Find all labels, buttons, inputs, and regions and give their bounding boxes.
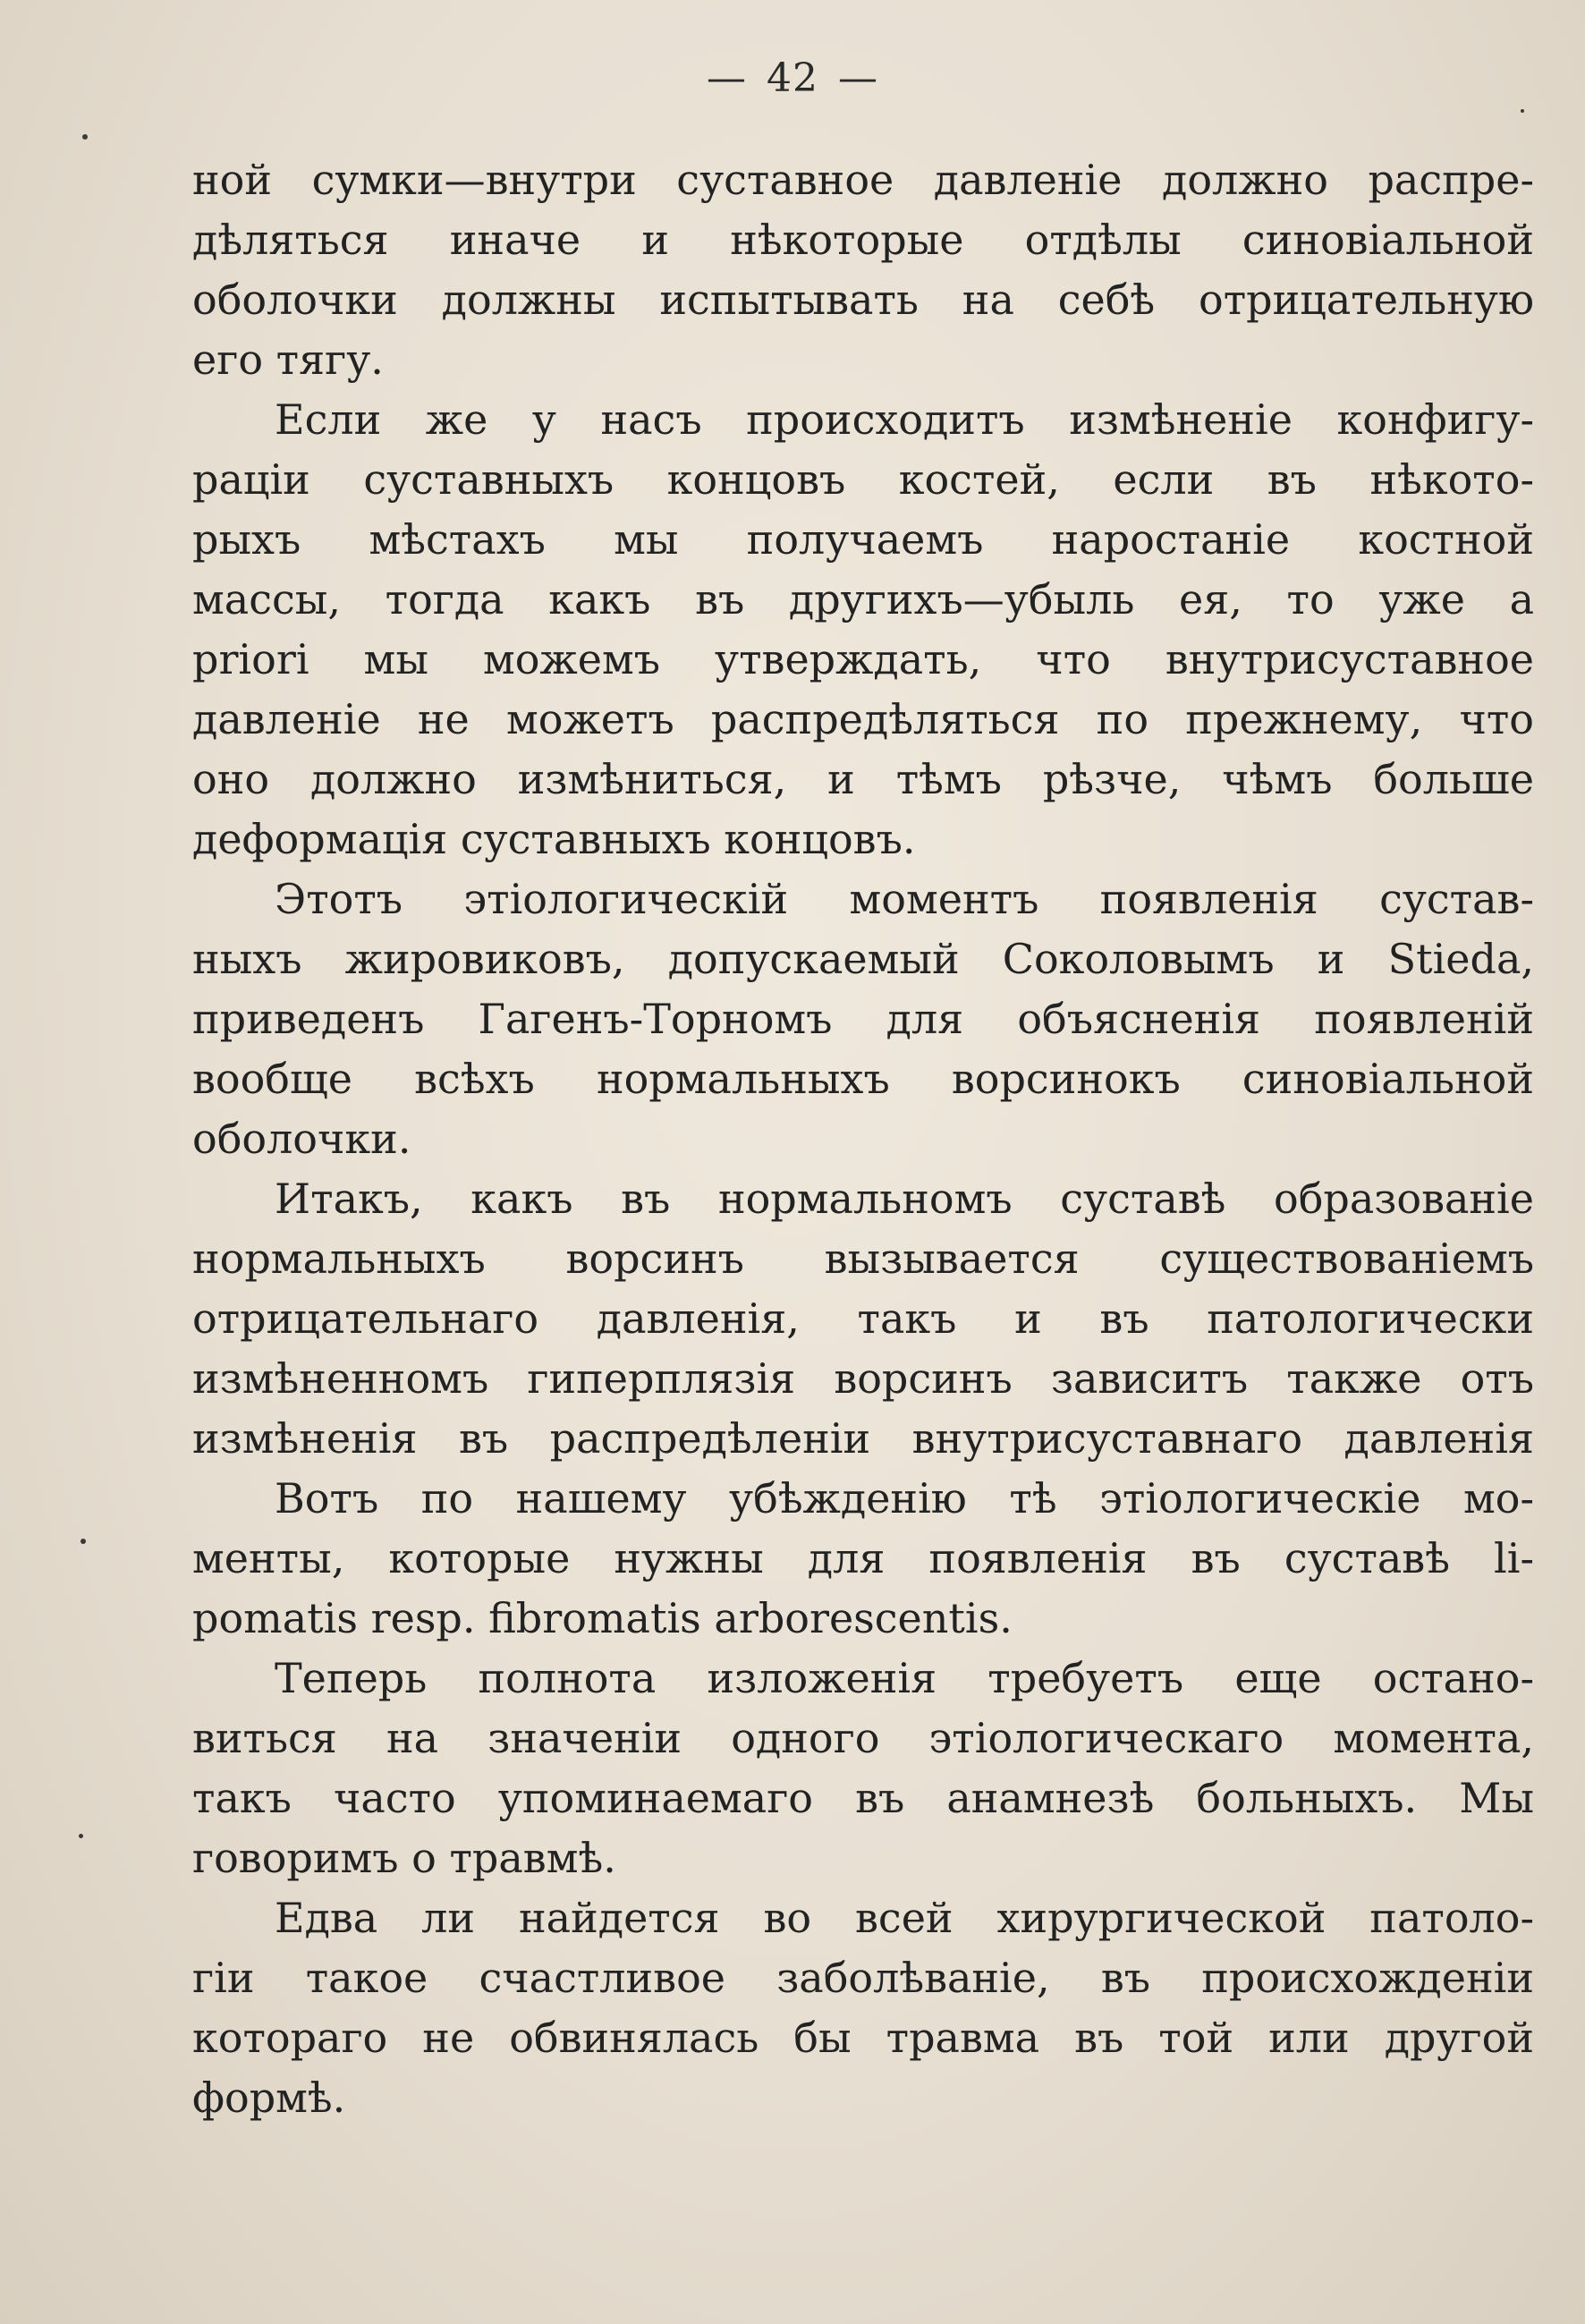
text-line: Теперь полнота изложенія требуетъ еще остано- xyxy=(275,1654,1534,1702)
text-line: нормальныхъ ворсинъ вызывается существованіемъ xyxy=(192,1234,1534,1283)
text-line: давленіе не можетъ распредѣляться по прежнему, что xyxy=(192,695,1534,743)
text-line: его тягу. xyxy=(192,335,384,384)
text-line: pomatis resp. fibromatis arborescentis. xyxy=(192,1594,1013,1642)
text-line: Итакъ, какъ въ нормальномъ суставѣ образованіе xyxy=(275,1175,1534,1223)
page-number-dash-left: — xyxy=(707,55,747,101)
text-line: менты, которые нужны для появленія въ суставѣ li- xyxy=(192,1534,1534,1582)
text-line: Этотъ этіологическій моментъ появленія сустав- xyxy=(275,875,1534,923)
text-line: Если же у насъ происходитъ измѣненіе конфигу- xyxy=(275,395,1534,444)
text-line: такъ часто упоминаемаго въ анамнезѣ больныхъ. Мы xyxy=(192,1774,1534,1822)
print-speck xyxy=(82,134,88,140)
text-line: ной сумки—внутри суставное давленіе должно распре- xyxy=(192,156,1534,204)
text-line: виться на значеніи одного этіологическаго момента, xyxy=(192,1714,1534,1762)
text-line: раціи суставныхъ концовъ костей, если въ нѣкото- xyxy=(192,455,1534,504)
text-line: вообще всѣхъ нормальныхъ ворсинокъ синовіальной xyxy=(192,1055,1534,1103)
text-line: формѣ. xyxy=(192,2074,346,2122)
text-line: говоримъ о травмѣ. xyxy=(192,1834,616,1882)
text-line: оболочки должны испытывать на себѣ отрицательную xyxy=(192,276,1534,324)
text-line: оболочки. xyxy=(192,1115,411,1163)
body-text xyxy=(192,150,1534,2128)
print-speck xyxy=(1521,109,1524,113)
page-number-header xyxy=(0,55,1585,101)
text-line: ныхъ жировиковъ, допускаемый Соколовымъ и Stieda, xyxy=(192,935,1534,983)
print-speck xyxy=(79,1834,83,1838)
page-number-dash-right: — xyxy=(838,55,878,101)
text-line: рыхъ мѣстахъ мы получаемъ наростаніе костной xyxy=(192,515,1534,564)
text-line: приведенъ Гагенъ-Торномъ для объясненія появленій xyxy=(192,995,1534,1043)
text-line: массы, тогда какъ въ другихъ—убыль ея, то уже a xyxy=(192,575,1534,623)
text-line: Едва ли найдется во всей хирургической патоло- xyxy=(275,1894,1534,1942)
text-line: измѣненія въ распредѣленіи внутрисуставнаго давленія xyxy=(192,1414,1534,1463)
text-line: котораго не обвинялась бы травма въ той или другой xyxy=(192,2014,1534,2062)
text-line: отрицательнаго давленія, такъ и въ патологически xyxy=(192,1294,1534,1343)
text-line: priori мы можемъ утверждать, что внутрисуставное xyxy=(192,635,1534,683)
text-line: Вотъ по нашему убѣжденію тѣ этіологическіе мо- xyxy=(275,1474,1534,1522)
text-line: дѣляться иначе и нѣкоторые отдѣлы синовіальной xyxy=(192,216,1534,264)
print-speck xyxy=(81,1539,86,1544)
text-line: измѣненномъ гиперплязія ворсинъ зависитъ также отъ xyxy=(192,1354,1534,1403)
text-line: оно должно измѣниться, и тѣмъ рѣзче, чѣмъ больше xyxy=(192,755,1534,803)
text-line: гіи такое счастливое заболѣваніе, въ происхожденіи xyxy=(192,1954,1534,2002)
text-line: деформація суставныхъ концовъ. xyxy=(192,815,916,863)
page-number: 42 xyxy=(767,55,818,101)
